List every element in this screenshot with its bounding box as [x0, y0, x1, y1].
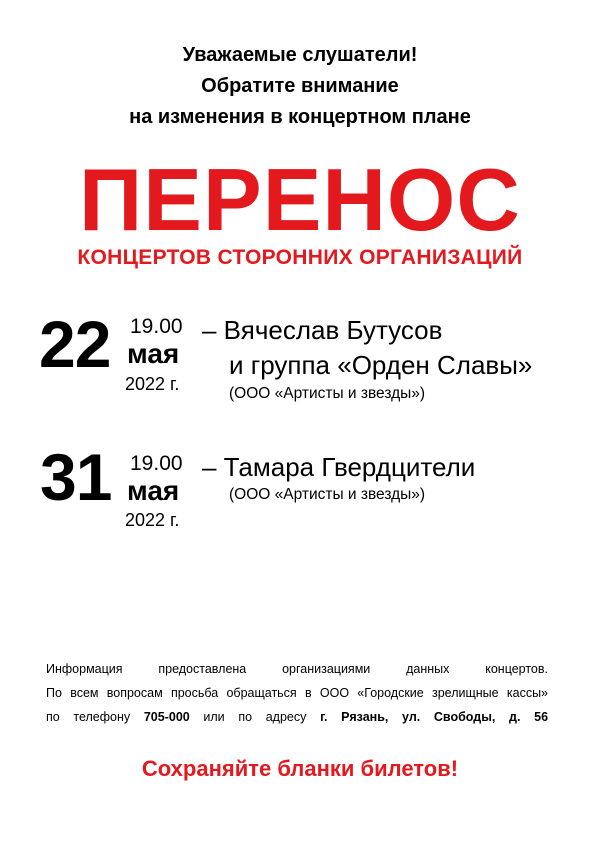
concert-artist-line-1: – Вячеслав Бутусов	[202, 315, 443, 345]
intro-line-3: на изменения в концертном плане	[129, 106, 471, 128]
concert-time: 19.00	[130, 315, 183, 338]
info-line-2: По всем вопросам просьба обращаться в ООО «Городские зрелищные кассы»	[46, 686, 548, 700]
concert-artist-line-1: – Тамара Гвердцители	[202, 452, 476, 482]
intro-line-2: Обратите внимание	[201, 75, 399, 97]
concert-time: 19.00	[130, 452, 183, 475]
concert-year: 2022 г.	[125, 510, 180, 530]
intro-line-1: Уважаемые слушатели!	[182, 44, 418, 66]
concert-month: мая	[127, 338, 180, 369]
concert-artist-line-2: и группа «Орден Славы»	[229, 350, 533, 380]
concert-organizer: (ООО «Артисты и звезды»)	[229, 385, 426, 402]
concert-organizer: (ООО «Артисты и звезды»)	[229, 486, 426, 503]
info-address: г. Рязань, ул. Свободы, д. 56	[320, 710, 549, 724]
info-address-label: или по адресу	[203, 710, 307, 724]
concert-day: 22	[39, 307, 111, 381]
concert-month: мая	[127, 475, 180, 506]
info-line-1: Информация предоставлена организациями данных концертов.	[46, 662, 548, 676]
info-line-3	[46, 708, 548, 726]
footer-note: Сохраняйте бланки билетов!	[141, 756, 459, 781]
concert-day: 31	[40, 440, 112, 514]
info-phone-label: по телефону	[46, 710, 131, 724]
subheadline: КОНЦЕРТОВ СТОРОННИХ ОРГАНИЗАЦИЙ	[77, 246, 523, 269]
info-phone: 705-000	[143, 710, 190, 724]
headline: ПЕРЕНОС	[79, 150, 521, 249]
concert-year: 2022 г.	[125, 374, 180, 394]
